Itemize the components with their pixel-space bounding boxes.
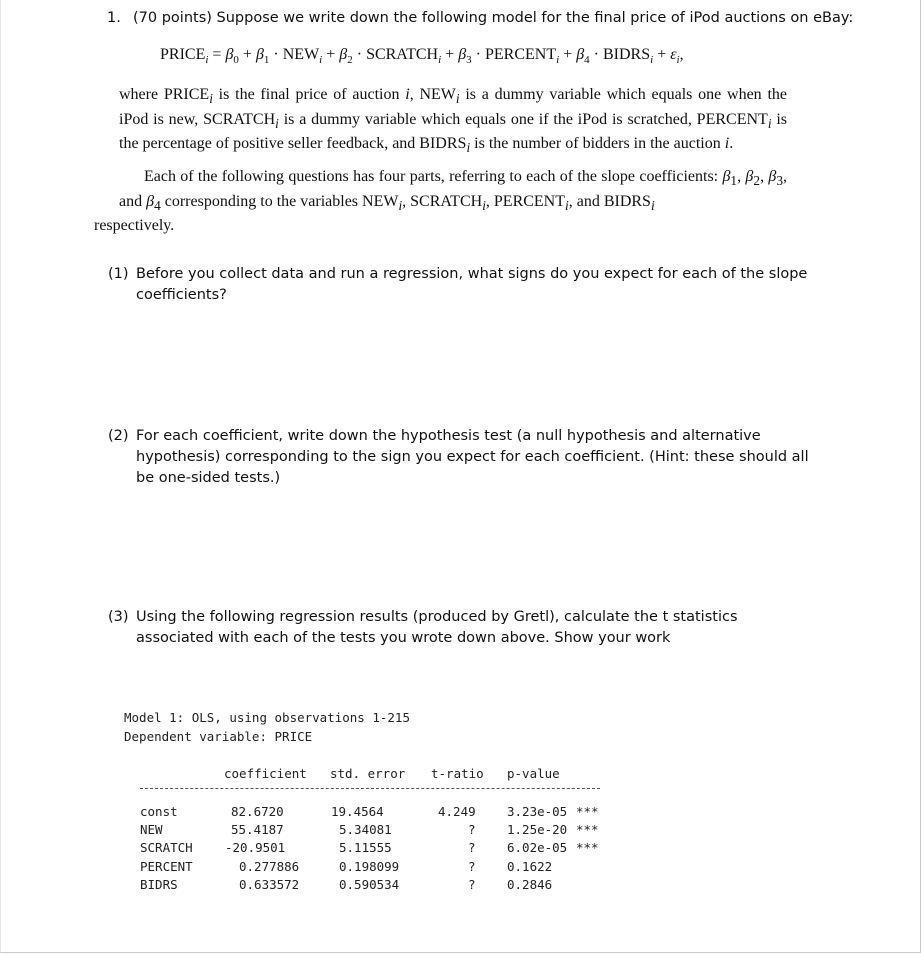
header-coefficient: coefficient — [224, 766, 307, 781]
row-label: NEW — [140, 822, 163, 837]
part-2 — [108, 426, 818, 489]
p-cell: 1.25e-20 — [507, 822, 568, 837]
regression-dependent: Dependent variable: PRICE — [124, 729, 313, 744]
coefficient-intro: Each of the following questions has four parts, referring to each of the slope coefficients: $\beta_1$, $\beta_2$, $\beta_3$, and $\beta_4$ corresponding to the variables $NEW_i$, $SCRATCH_i$, $PERCENT_i$, and $BIDRS_i$ respectively. — [94, 168, 788, 235]
coef-cell: 55.4187 — [231, 822, 284, 837]
part-2-label: (2) — [108, 428, 129, 444]
t-cell: ? — [468, 877, 476, 892]
question-number: 1. — [107, 10, 121, 26]
row-label: SCRATCH — [140, 840, 193, 855]
stars-cell: *** — [576, 822, 599, 837]
question-heading — [107, 10, 853, 26]
part-3-text: Using the following regression results (produced by Gretl), calculate the t statistics associated with each of the tests you wrote down above. Show your work — [136, 609, 738, 646]
t-cell: ? — [468, 822, 476, 837]
p-cell: 0.1622 — [507, 859, 553, 874]
p-cell: 3.23e-05 — [507, 804, 568, 819]
p-cell: 6.02e-05 — [507, 840, 568, 855]
part-2-text: For each coefficient, write down the hypothesis test (a null hypothesis and alternative hypothesis) corresponding to the sign you expect for each coefficient. (Hint: these should all be one-sided tests.) — [136, 428, 809, 486]
se-cell: 0.198099 — [339, 859, 400, 874]
question-text: (70 points) Suppose we write down the following model for the final price of iPod auctions on eBay: — [133, 10, 854, 26]
part-1 — [108, 264, 818, 306]
variable-definitions: where $PRICE_i$ is the final price of auction i, $NEW_i$ is a dummy variable which equals one when the iPod is new, $SCRATCH_i$ is a dummy variable which equals one if the iPod is scratched, $PERCENT_i$ is the percentage of positive seller feedback, and $BIDRS_i$ is the number of bidders in the auction i. — [119, 86, 788, 156]
se-cell: 0.590534 — [339, 877, 400, 892]
part-1-label: (1) — [108, 266, 129, 282]
p-cell: 0.2846 — [507, 877, 553, 892]
row-label: const — [140, 804, 178, 819]
header-std-error: std. error — [330, 766, 406, 781]
part-3-label: (3) — [108, 609, 129, 625]
model-equation: $PRICE_i = \beta_0 + \beta_1 \cdot NEW_i + \beta_2$ · $SCRATCH_i + \beta_3$ · $PERCENT_i + \beta_4$ · $BIDRS_i + \varepsilon_i$, — [160, 46, 684, 67]
table-divider — [140, 788, 600, 789]
se-cell: 19.4564 — [331, 804, 384, 819]
stars-cell: *** — [576, 840, 599, 855]
header-p-value: p-value — [507, 766, 560, 781]
se-cell: 5.34081 — [339, 822, 392, 837]
t-cell: ? — [468, 840, 476, 855]
coef-cell: 0.633572 — [239, 877, 300, 892]
se-cell: 5.11555 — [339, 840, 392, 855]
part-1-text: Before you collect data and run a regression, what signs do you expect for each of the slope coefficients? — [136, 266, 808, 303]
coef-cell: -20.9501 — [225, 840, 286, 855]
coef-cell: 0.277886 — [239, 859, 300, 874]
header-t-ratio: t-ratio — [431, 766, 484, 781]
t-cell: 4.249 — [438, 804, 476, 819]
regression-title: Model 1: OLS, using observations 1-215 — [124, 710, 410, 725]
row-label: PERCENT — [140, 859, 193, 874]
row-label: BIDRS — [140, 877, 178, 892]
coef-cell: 82.6720 — [231, 804, 284, 819]
t-cell: ? — [468, 859, 476, 874]
stars-cell: *** — [576, 804, 599, 819]
part-3 — [108, 607, 818, 649]
